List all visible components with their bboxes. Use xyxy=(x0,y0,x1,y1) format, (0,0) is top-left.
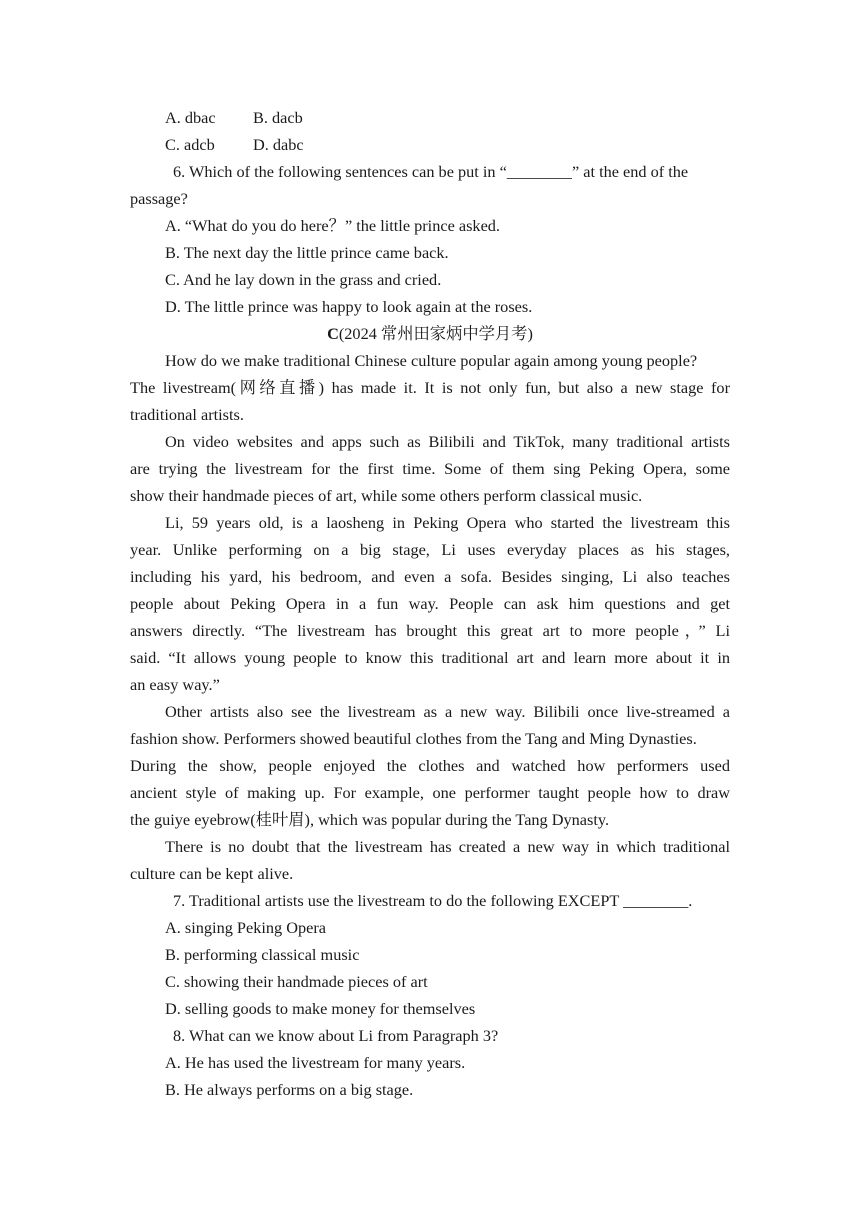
q6-stem-line-1: 6. Which of the following sentences can be put in “________” at the end of the xyxy=(173,162,689,181)
q7-option-b: B. performing classical music xyxy=(165,945,360,964)
q6-option-d: D. The little prince was happy to look again at the roses. xyxy=(165,297,533,316)
passage-line: the guiye eyebrow(桂叶眉), which was popular during the Tang Dynasty. xyxy=(130,810,610,829)
passage-line: including his yard, his bedroom, and even a sofa. Besides singing, Li also teaches xyxy=(130,567,730,586)
passage-line: Li, 59 years old, is a laosheng in Peking Opera who started the livestream this xyxy=(165,513,730,532)
passage-line: The livestream(网络直播) has made it. It is not only fun, but also a new stage for xyxy=(130,378,730,397)
passage-line: said. “It allows young people to know this traditional art and learn more about it in xyxy=(130,648,730,667)
passage-line: are trying the livestream for the first time. Some of them sing Peking Opera, some xyxy=(130,459,730,478)
q6-option-c: C. And he lay down in the grass and cried. xyxy=(165,270,442,289)
passage-line: On video websites and apps such as Bilibili and TikTok, many traditional artists xyxy=(165,432,730,451)
q5-option-c: C. adcb xyxy=(165,135,215,154)
q5-options-row-1 xyxy=(165,108,765,128)
section-heading xyxy=(130,324,730,344)
passage-line: answers directly. “The livestream has brought this great art to more people，” Li xyxy=(130,621,730,640)
q8-stem: 8. What can we know about Li from Paragraph 3? xyxy=(173,1026,499,1045)
q5-option-a: A. dbac xyxy=(165,108,216,127)
passage-line: ancient style of making up. For example, one performer taught people how to draw xyxy=(130,783,730,802)
passage-line: show their handmade pieces of art, while some others perform classical music. xyxy=(130,486,643,505)
q5-option-d: D. dabc xyxy=(253,135,304,154)
q6-option-b: B. The next day the little prince came back. xyxy=(165,243,449,262)
q6-stem-line-2: passage? xyxy=(130,189,188,208)
q7-option-a: A. singing Peking Opera xyxy=(165,918,326,937)
q5-options-row-2 xyxy=(165,135,765,155)
q7-option-c: C. showing their handmade pieces of art xyxy=(165,972,428,991)
passage-line: culture can be kept alive. xyxy=(130,864,294,883)
passage-line: traditional artists. xyxy=(130,405,244,424)
passage-line: an easy way.” xyxy=(130,675,220,694)
passage-line: year. Unlike performing on a big stage, Li uses everyday places as his stages, xyxy=(130,540,730,559)
passage-line: How do we make traditional Chinese culture popular again among young people? xyxy=(165,351,698,370)
section-source: (2024 常州田家炳中学月考) xyxy=(338,324,533,343)
passage-line: fashion show. Performers showed beautiful clothes from the Tang and Ming Dynasties. xyxy=(130,729,697,748)
passage-line: people about Peking Opera in a fun way. People can ask him questions and get xyxy=(130,594,730,613)
q6-option-a: A. “What do you do here？” the little prince asked. xyxy=(165,216,501,235)
passage-line: During the show, people enjoyed the clothes and watched how performers used xyxy=(130,756,730,775)
q5-option-b: B. dacb xyxy=(253,108,303,127)
q7-stem: 7. Traditional artists use the livestream to do the following EXCEPT ________. xyxy=(173,891,693,910)
q8-option-b: B. He always performs on a big stage. xyxy=(165,1080,414,1099)
passage-line: There is no doubt that the livestream has created a new way in which traditional xyxy=(165,837,730,856)
passage-line: Other artists also see the livestream as a new way. Bilibili once live-streamed a xyxy=(165,702,730,721)
q7-option-d: D. selling goods to make money for themselves xyxy=(165,999,476,1018)
section-letter: C xyxy=(327,324,339,343)
q8-option-a: A. He has used the livestream for many years. xyxy=(165,1053,466,1072)
